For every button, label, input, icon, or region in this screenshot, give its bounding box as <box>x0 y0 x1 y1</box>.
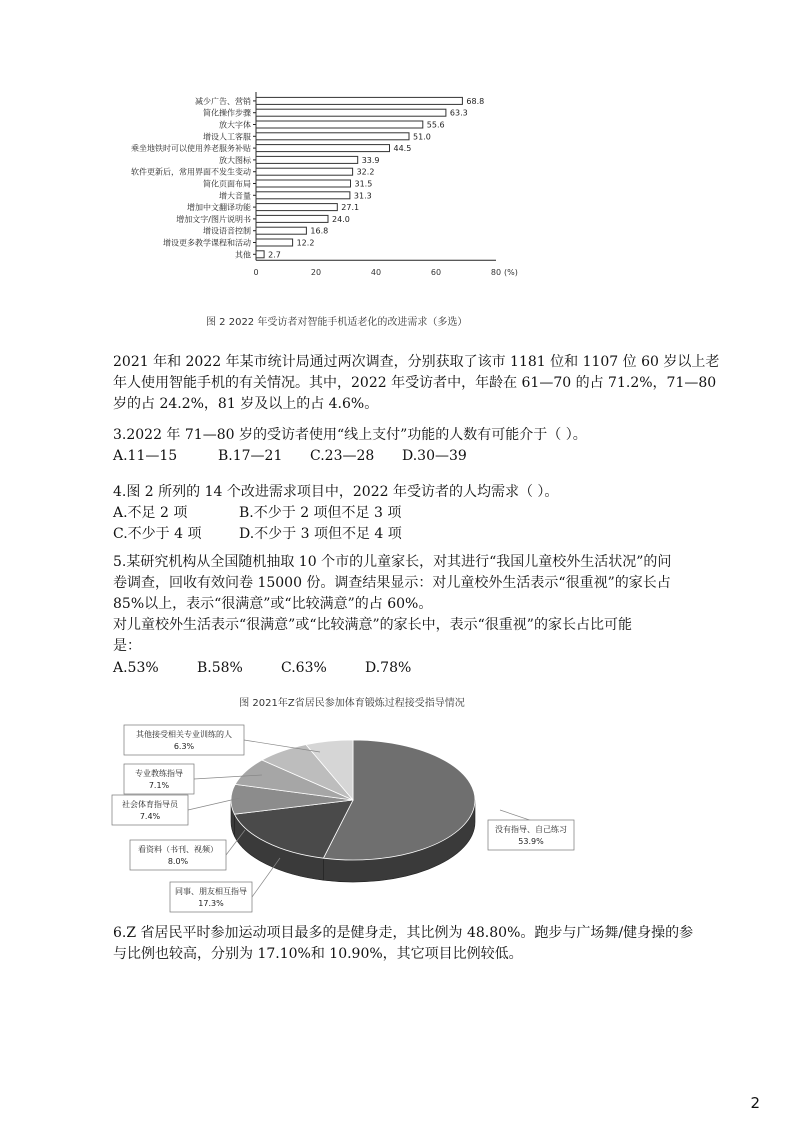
bar <box>256 145 390 152</box>
bar-value-label: 55.6 <box>426 120 445 130</box>
pie-chart-title: 图 2021年Z省居民参加体育锻炼过程接受指导情况 <box>239 698 465 709</box>
bar-category-label: 乘坐地铁时可以使用养老服务补贴 <box>131 144 251 154</box>
question-line: 与比例也较高，分别为 17.10%和 10.90%，其它项目比例较低。 <box>113 946 523 962</box>
bar-value-label: 31.3 <box>353 191 372 201</box>
bar-value-label: 63.3 <box>449 108 468 118</box>
bar-chart-caption: 图 2 2022 年受访者对智能手机适老化的改进需求（多选） <box>206 317 468 328</box>
x-axis-unit: (%) <box>504 268 518 278</box>
bar <box>256 121 423 128</box>
bar-value-label: 2.7 <box>268 250 281 260</box>
question-4: 4.图 2 所列的 14 个改进需求项目中，2022 年受访者的人均需求（ ）。 <box>113 484 559 500</box>
pie-category-label: 没有指导、自己练习 <box>495 825 567 834</box>
bar <box>256 180 351 187</box>
bar <box>256 215 328 222</box>
option-d: D.不少于 3 项但不足 4 项 <box>239 526 402 542</box>
question-line: 6.Z 省居民平时参加运动项目最多的是健身走，其比例为 48.80%。跑步与广场舞/健身操的参 <box>113 925 694 941</box>
question-4-options-row1 <box>113 503 401 524</box>
bar-category-label: 其他 <box>235 250 251 260</box>
bar-value-label: 27.1 <box>341 203 360 213</box>
pie-chart <box>0 680 800 920</box>
bar-category-label: 简化操作步骤 <box>203 108 251 118</box>
x-tick-label: 0 <box>253 268 259 278</box>
bar <box>256 97 462 104</box>
bar-value-label: 44.5 <box>393 144 412 154</box>
pie-value-label: 7.1% <box>148 781 170 790</box>
bar <box>256 192 350 199</box>
pie-category-label: 专业教练指导 <box>135 769 183 778</box>
pie-category-label: 社会体育指导员 <box>122 800 178 809</box>
intro-paragraph <box>113 352 720 415</box>
option-c: C.23—28 <box>310 448 375 464</box>
intro-line: 2021 年和 2022 年某市统计局通过两次调查，分别获取了该市 1181 位和 1107 位 60 岁以上老 <box>113 354 720 370</box>
bar <box>256 239 293 246</box>
bar-category-label: 软件更新后，常用界面不发生变动 <box>131 167 251 177</box>
option-b: B.17—21 <box>218 448 283 464</box>
question-line: 卷调查，回收有效问卷 15000 份。调查结果显示：对儿童校外生活表示“很重视”的家长占 <box>113 575 671 591</box>
option-c: C.不少于 4 项 <box>113 526 202 542</box>
bar-value-label: 32.2 <box>356 167 375 177</box>
x-tick-label: 40 <box>370 268 382 278</box>
bar-category-label: 放大字体 <box>219 120 251 130</box>
bar <box>256 133 409 140</box>
bar-value-label: 68.8 <box>466 96 485 106</box>
pie-value-label: 7.4% <box>139 812 161 821</box>
bar <box>256 168 353 175</box>
bar-value-label: 24.0 <box>332 214 350 224</box>
x-tick-label: 20 <box>310 268 322 278</box>
option-b: B.不少于 2 项但不足 3 项 <box>239 505 402 521</box>
question-line: 是： <box>113 638 141 654</box>
pie-category-label: 同事、朋友相互指导 <box>175 887 247 896</box>
question-line: 对儿童校外生活表示“很满意”或“比较满意”的家长中，表示“很重视”的家长占比可能 <box>113 617 632 633</box>
bar-category-label: 增加中文翻译功能 <box>187 203 251 213</box>
option-a: A.11—15 <box>113 448 178 464</box>
bar-value-label: 16.8 <box>310 226 329 236</box>
pie-value-label: 8.0% <box>167 857 189 866</box>
bar-chart <box>0 0 800 340</box>
option-b: B.58% <box>197 660 243 676</box>
question-5 <box>113 552 703 657</box>
page-number: 2 <box>750 1094 760 1112</box>
bar-category-label: 简化页面布局 <box>203 179 251 189</box>
bar-category-label: 放大图标 <box>219 155 251 165</box>
pie-value-label: 53.9% <box>518 837 544 846</box>
question-line: 85%以上，表示“很满意”或“比较满意”的占 60%。 <box>113 596 433 612</box>
bar <box>256 251 264 258</box>
question-5-options <box>113 658 411 679</box>
bar <box>256 156 358 163</box>
bar-category-label: 增设语音控制 <box>203 226 251 236</box>
bar-category-label: 增大音量 <box>219 191 251 201</box>
bar-category-label: 增加文字/图片说明书 <box>176 214 251 224</box>
option-d: D.30—39 <box>402 448 467 464</box>
intro-line: 岁的占 24.2%，81 岁及以上的占 4.6%。 <box>113 396 379 412</box>
intro-line: 年人使用智能手机的有关情况。其中，2022 年受访者中，年龄在 61—70 的占 71.2%，71—80 <box>113 375 717 391</box>
bar-category-label: 增设更多教学课程和活动 <box>163 238 251 248</box>
option-c: C.63% <box>281 660 327 676</box>
option-d: D.78% <box>365 660 412 676</box>
bar <box>256 204 337 211</box>
bar-value-label: 12.2 <box>296 238 315 248</box>
option-a: A.不足 2 项 <box>113 505 188 521</box>
question-4-options-row2 <box>113 524 402 545</box>
bar-category-label: 减少广告、营销 <box>195 96 251 106</box>
bar <box>256 227 306 234</box>
bar-value-label: 31.5 <box>354 179 373 189</box>
bar <box>256 109 446 116</box>
pie-category-label: 看资料（书刊、视频） <box>138 845 218 854</box>
question-line: 5.某研究机构从全国随机抽取 10 个市的儿童家长，对其进行“我国儿童校外生活状况”的问 <box>113 554 672 570</box>
bar-value-label: 51.0 <box>413 132 431 142</box>
bar-value-label: 33.9 <box>361 155 380 165</box>
pie-value-label: 17.3% <box>198 899 224 908</box>
question-6 <box>113 923 703 965</box>
option-a: A.53% <box>113 660 159 676</box>
x-tick-label: 80 <box>490 268 502 278</box>
pie-category-label: 其他接受相关专业训练的人 <box>136 730 232 739</box>
x-tick-label: 60 <box>430 268 442 278</box>
pie-value-label: 6.3% <box>173 742 195 751</box>
bar-category-label: 增设人工客服 <box>203 132 251 142</box>
question-3: 3.2022 年 71—80 岁的受访者使用“线上支付”功能的人数有可能介于（ ）。 <box>113 427 587 443</box>
question-3-options <box>113 446 467 467</box>
